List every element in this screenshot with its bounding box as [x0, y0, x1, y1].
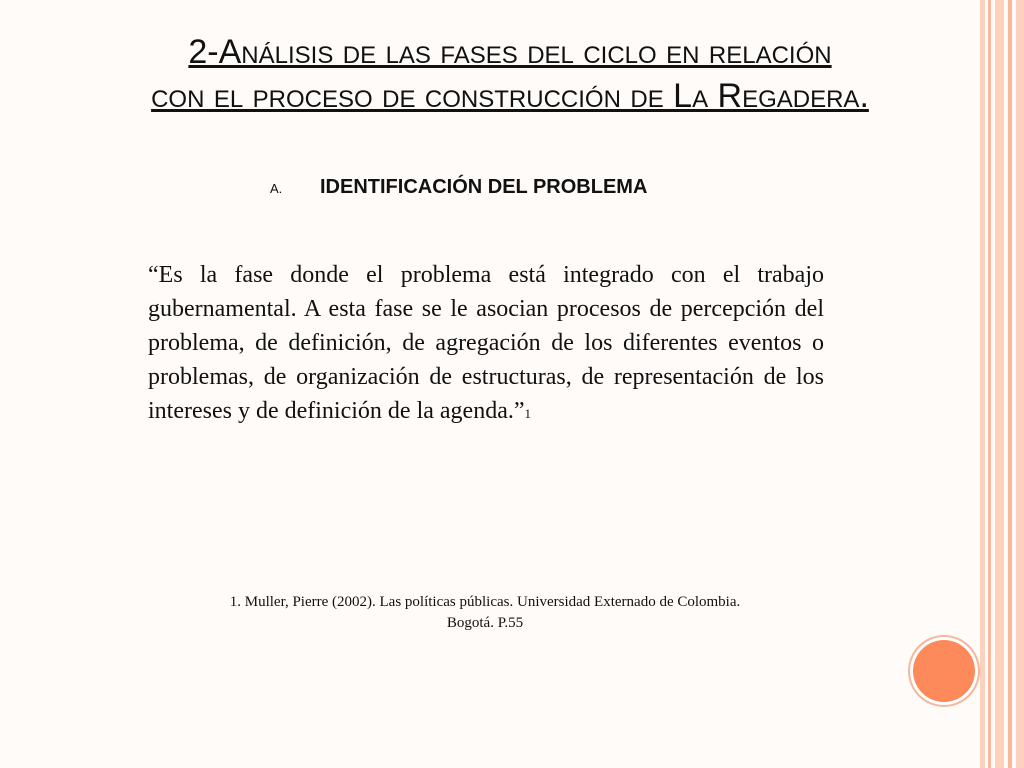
decorative-circle	[913, 640, 975, 702]
title-line-2: con el proceso de construcción de La Regadera.	[151, 77, 869, 115]
footnote-line-1: 1. Muller, Pierre (2002). Las políticas públicas. Universidad Externado de Colombia.	[229, 594, 741, 610]
stripe	[995, 0, 1004, 768]
footnote	[140, 592, 830, 634]
decorative-stripes	[968, 0, 1024, 768]
quote-block	[148, 258, 824, 431]
title-line-1: 2-Análisis de las fases del ciclo en relación	[188, 33, 832, 71]
section-heading	[270, 176, 770, 199]
slide-title	[60, 30, 960, 118]
footnote-line-2: Bogotá. P.55	[446, 615, 524, 631]
stripe	[1008, 0, 1012, 768]
section-letter: A.	[270, 181, 283, 196]
section-heading-text: IDENTIFICACIÓN DEL PROBLEMA	[320, 176, 648, 198]
stripe	[1016, 0, 1024, 768]
stripe	[988, 0, 991, 768]
quote-reference: 1	[524, 406, 531, 421]
quote-text: “Es la fase donde el problema está integrado con el trabajo gubernamental. A esta fase se le asocian procesos de percepción del problema, de definición, de agregación de los diferentes eventos o problemas, de organización de estructuras, de representación de los intereses y de definición de la agenda.”	[148, 262, 824, 424]
stripe	[980, 0, 985, 768]
